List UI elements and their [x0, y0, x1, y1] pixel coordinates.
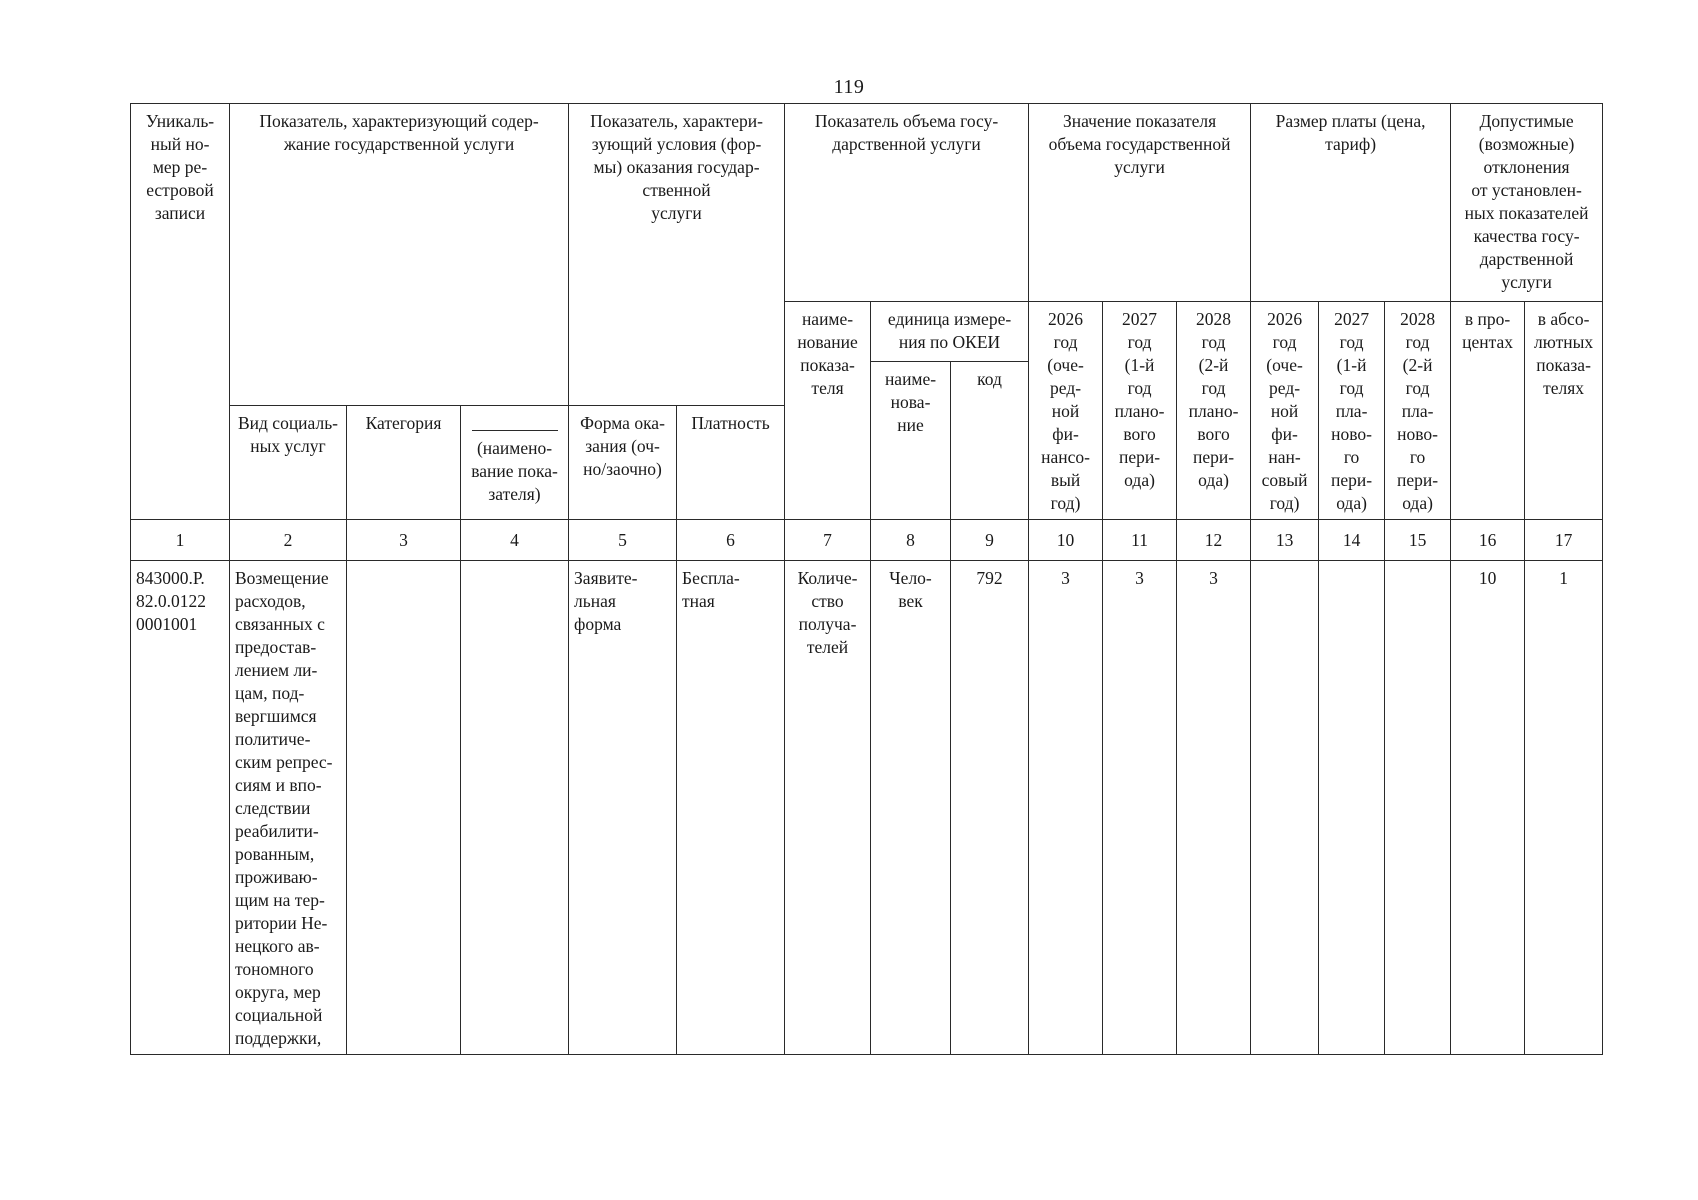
header-fee-2028: 2028 год (2-й год пла- ново- го пери- ода) — [1385, 302, 1451, 520]
header-indicator-name: наиме- нование показа- теля — [785, 302, 871, 520]
cell-deviation-absolute: 1 — [1525, 561, 1603, 1055]
cell-value-2026: 3 — [1029, 561, 1103, 1055]
header-allowed-deviations: Допустимые (возможные) отклонения от установлен- ных показателей качества госу- дарственной услуги — [1451, 104, 1603, 302]
header-okei-code: код — [951, 362, 1029, 520]
header-content-indicator: Показатель, характеризующий содер- жание государственной услуги — [230, 104, 569, 406]
header-volume-value: Значение показателя объема государственной услуги — [1029, 104, 1251, 302]
cell-deviation-percent: 10 — [1451, 561, 1525, 1055]
header-provision-form: Форма ока- зания (оч- но/заочно) — [569, 406, 677, 520]
table-row — [131, 561, 1603, 1055]
header-fee-amount: Размер платы (цена, тариф) — [1251, 104, 1451, 302]
header-social-service-type: Вид социаль- ных услуг — [230, 406, 347, 520]
column-number: 14 — [1319, 520, 1385, 561]
header-okei-name: наиме- нова- ние — [871, 362, 951, 520]
header-value-2026: 2026 год (оче- ред- ной фи- нансо- вый год) — [1029, 302, 1103, 520]
header-conditions-indicator: Показатель, характери- зующий условия (фор- мы) оказания государ- ственной услуги — [569, 104, 785, 406]
column-number: 4 — [461, 520, 569, 561]
header-fee-2027: 2027 год (1-й год пла- ново- го пери- ода) — [1319, 302, 1385, 520]
cell-value-2027: 3 — [1103, 561, 1177, 1055]
cell-provision-form: Заявите- льная форма — [569, 561, 677, 1055]
header-indicator-name-blank: (наимено- вание пока- зателя) — [461, 406, 569, 520]
column-number: 2 — [230, 520, 347, 561]
header-okei-unit: единица измере- ния по ОКЕИ — [871, 302, 1029, 362]
header-payment: Платность — [677, 406, 785, 520]
column-number: 5 — [569, 520, 677, 561]
column-number: 6 — [677, 520, 785, 561]
blank-underline — [472, 430, 558, 431]
header-category: Категория — [347, 406, 461, 520]
cell-social-service-type: Возмещение расходов, связанных с предостав- лением ли- цам, под- вергшимся политиче- ским репрес- сиям и впо- следствии реабилити- рованным, проживаю- щим на тер- ритории Не- нецкого ав- тономного округа, мер социальной поддержки, — [230, 561, 347, 1055]
header-in-absolute: в абсо- лютных показа- телях — [1525, 302, 1603, 520]
cell-fee-2027 — [1319, 561, 1385, 1055]
service-volume-table — [130, 103, 1603, 1055]
header-value-2028: 2028 год (2-й год плано- вого пери- ода) — [1177, 302, 1251, 520]
cell-category — [347, 561, 461, 1055]
cell-indicator-name: Количе- ство получа- телей — [785, 561, 871, 1055]
header-row-1 — [131, 104, 1603, 302]
header-fee-2026: 2026 год (оче- ред- ной фи- нан- совый год) — [1251, 302, 1319, 520]
column-number: 15 — [1385, 520, 1451, 561]
column-number: 9 — [951, 520, 1029, 561]
cell-fee-2028 — [1385, 561, 1451, 1055]
header-value-2027: 2027 год (1-й год плано- вого пери- ода) — [1103, 302, 1177, 520]
page-number: 119 — [833, 76, 865, 98]
column-number: 12 — [1177, 520, 1251, 561]
cell-unit-name: Чело- век — [871, 561, 951, 1055]
column-number: 17 — [1525, 520, 1603, 561]
column-number: 13 — [1251, 520, 1319, 561]
cell-indicator-blank — [461, 561, 569, 1055]
column-number: 10 — [1029, 520, 1103, 561]
cell-payment: Беспла- тная — [677, 561, 785, 1055]
cell-fee-2026 — [1251, 561, 1319, 1055]
column-number: 11 — [1103, 520, 1177, 561]
cell-registry-number: 843000.Р. 82.0.0122 0001001 — [131, 561, 230, 1055]
header-registry-number: Уникаль- ный но- мер ре- естровой записи — [131, 104, 230, 520]
cell-unit-code: 792 — [951, 561, 1029, 1055]
cell-value-2028: 3 — [1177, 561, 1251, 1055]
column-number: 7 — [785, 520, 871, 561]
header-in-percent: в про- центах — [1451, 302, 1525, 520]
column-number: 3 — [347, 520, 461, 561]
column-numbers-row — [131, 520, 1603, 561]
header-volume-indicator: Показатель объема госу- дарственной услуги — [785, 104, 1029, 302]
column-number: 8 — [871, 520, 951, 561]
column-number: 16 — [1451, 520, 1525, 561]
column-number: 1 — [131, 520, 230, 561]
